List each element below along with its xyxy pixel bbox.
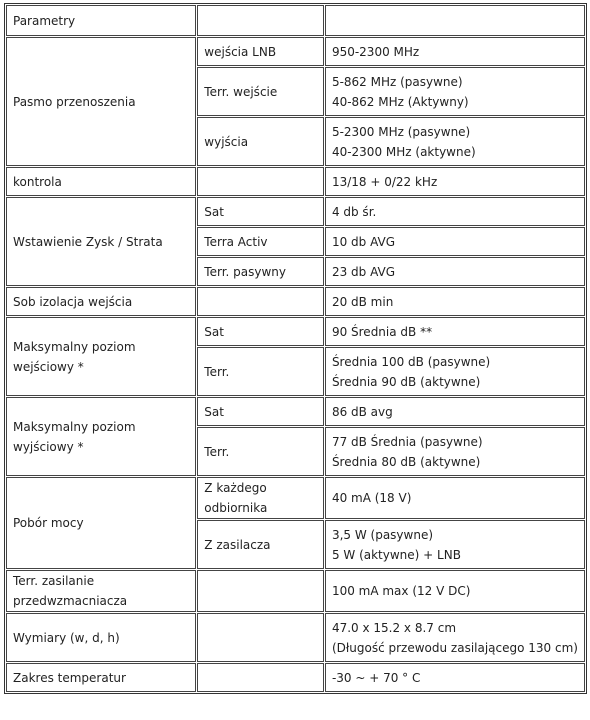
param-label: Sob izolacja wejścia bbox=[13, 294, 133, 309]
subparam-label: wyjścia bbox=[204, 134, 249, 149]
value-cell bbox=[325, 287, 585, 316]
value-cell bbox=[325, 317, 585, 346]
value-text: 40-862 MHz (Aktywny) bbox=[331, 94, 469, 109]
value-cell bbox=[325, 570, 585, 612]
value-cell bbox=[325, 257, 585, 286]
table-row bbox=[6, 167, 585, 196]
value-text: -30 ~ + 70 ° C bbox=[331, 670, 421, 685]
value-cell bbox=[325, 347, 585, 396]
table-row bbox=[6, 663, 585, 692]
value-cell bbox=[325, 613, 585, 662]
value-text: 13/18 + 0/22 kHz bbox=[331, 174, 438, 189]
value-cell bbox=[325, 477, 585, 519]
subparam-cell bbox=[197, 397, 324, 426]
value-text: 20 dB min bbox=[331, 294, 394, 309]
value-cell bbox=[325, 5, 585, 36]
spec-table bbox=[4, 3, 587, 694]
param-label: Terr. zasilanie przedwzmacniacza bbox=[13, 574, 128, 608]
param-cell bbox=[6, 317, 196, 396]
subparam-cell bbox=[197, 197, 324, 226]
table-row bbox=[6, 197, 585, 226]
value-text: 40 mA (18 V) bbox=[331, 491, 412, 505]
subparam-label: Z każdego odbiornika bbox=[204, 481, 268, 515]
value-text: 40-2300 MHz (aktywne) bbox=[331, 144, 476, 159]
value-cell bbox=[325, 197, 585, 226]
value-text: 4 db śr. bbox=[331, 204, 377, 219]
subparam-label: Terra Activ bbox=[204, 234, 268, 249]
subparam-cell bbox=[197, 167, 324, 196]
subparam-cell bbox=[197, 5, 324, 36]
table-row bbox=[6, 397, 585, 426]
value-cell bbox=[325, 397, 585, 426]
subparam-label: Terr. bbox=[204, 444, 230, 459]
param-cell bbox=[6, 397, 196, 476]
value-cell bbox=[325, 427, 585, 476]
table-row bbox=[6, 37, 585, 66]
value-cell bbox=[325, 67, 585, 116]
subparam-label: wejścia LNB bbox=[204, 44, 277, 59]
table-row bbox=[6, 613, 585, 662]
param-label: Wstawienie Zysk / Strata bbox=[13, 234, 163, 249]
table-row bbox=[6, 570, 585, 612]
subparam-label: Terr. bbox=[204, 364, 230, 379]
value-text: Średnia 100 dB (pasywne) bbox=[331, 354, 491, 369]
subparam-cell bbox=[197, 477, 324, 519]
value-cell bbox=[325, 117, 585, 166]
param-label: kontrola bbox=[13, 174, 62, 189]
value-cell bbox=[325, 520, 585, 569]
subparam-cell bbox=[197, 347, 324, 396]
subparam-label: Terr. wejście bbox=[204, 84, 278, 99]
value-text: 23 db AVG bbox=[331, 264, 396, 279]
param-label: Parametry bbox=[13, 13, 76, 28]
value-text: Średnia 80 dB (aktywne) bbox=[331, 454, 481, 469]
param-label: Pasmo przenoszenia bbox=[13, 94, 136, 109]
table-row bbox=[6, 287, 585, 316]
value-text: 950-2300 MHz bbox=[331, 44, 420, 59]
subparam-cell bbox=[197, 663, 324, 692]
table-row bbox=[6, 477, 585, 519]
subparam-cell bbox=[197, 37, 324, 66]
value-text: 77 dB Średnia (pasywne) bbox=[331, 434, 483, 449]
value-text: 3,5 W (pasywne) bbox=[331, 527, 434, 542]
param-cell bbox=[6, 37, 196, 166]
value-cell bbox=[325, 663, 585, 692]
value-cell bbox=[325, 167, 585, 196]
value-cell bbox=[325, 227, 585, 256]
value-text: 5-862 MHz (pasywne) bbox=[331, 74, 463, 89]
value-text: 5 W (aktywne) + LNB bbox=[331, 547, 461, 562]
param-label: Maksymalny poziom wyjściowy * bbox=[13, 419, 136, 454]
subparam-cell bbox=[197, 67, 324, 116]
value-text: 90 Średnia dB ** bbox=[331, 324, 433, 339]
subparam-cell bbox=[197, 287, 324, 316]
subparam-label: Sat bbox=[204, 404, 224, 419]
value-text: 47.0 x 15.2 x 8.7 cm bbox=[331, 620, 457, 635]
value-text: Średnia 90 dB (aktywne) bbox=[331, 374, 481, 389]
param-label: Zakres temperatur bbox=[13, 670, 126, 685]
subparam-cell bbox=[197, 317, 324, 346]
value-text: 86 dB avg bbox=[331, 404, 393, 419]
subparam-label: Sat bbox=[204, 324, 224, 339]
subparam-cell bbox=[197, 257, 324, 286]
param-cell bbox=[6, 570, 196, 612]
value-text: 5-2300 MHz (pasywne) bbox=[331, 124, 471, 139]
value-cell bbox=[325, 37, 585, 66]
param-cell bbox=[6, 613, 196, 662]
param-cell bbox=[6, 663, 196, 692]
subparam-cell bbox=[197, 227, 324, 256]
subparam-label: Z zasilacza bbox=[204, 537, 271, 552]
param-label: Pobór mocy bbox=[13, 516, 84, 530]
param-cell bbox=[6, 477, 196, 569]
subparam-cell bbox=[197, 613, 324, 662]
subparam-cell bbox=[197, 117, 324, 166]
param-cell bbox=[6, 5, 196, 36]
param-label: Wymiary (w, d, h) bbox=[13, 630, 120, 645]
param-cell bbox=[6, 287, 196, 316]
subparam-cell bbox=[197, 520, 324, 569]
subparam-label: Terr. pasywny bbox=[204, 264, 286, 279]
param-cell bbox=[6, 167, 196, 196]
subparam-label: Sat bbox=[204, 204, 224, 219]
value-text: 100 mA max (12 V DC) bbox=[331, 584, 471, 598]
param-cell bbox=[6, 197, 196, 286]
table-row bbox=[6, 5, 585, 36]
table-row bbox=[6, 317, 585, 346]
value-text: (Długość przewodu zasilającego 130 cm) bbox=[331, 640, 578, 655]
param-label: Maksymalny poziom wejściowy * bbox=[13, 339, 136, 374]
subparam-cell bbox=[197, 570, 324, 612]
value-text: 10 db AVG bbox=[331, 234, 396, 249]
subparam-cell bbox=[197, 427, 324, 476]
